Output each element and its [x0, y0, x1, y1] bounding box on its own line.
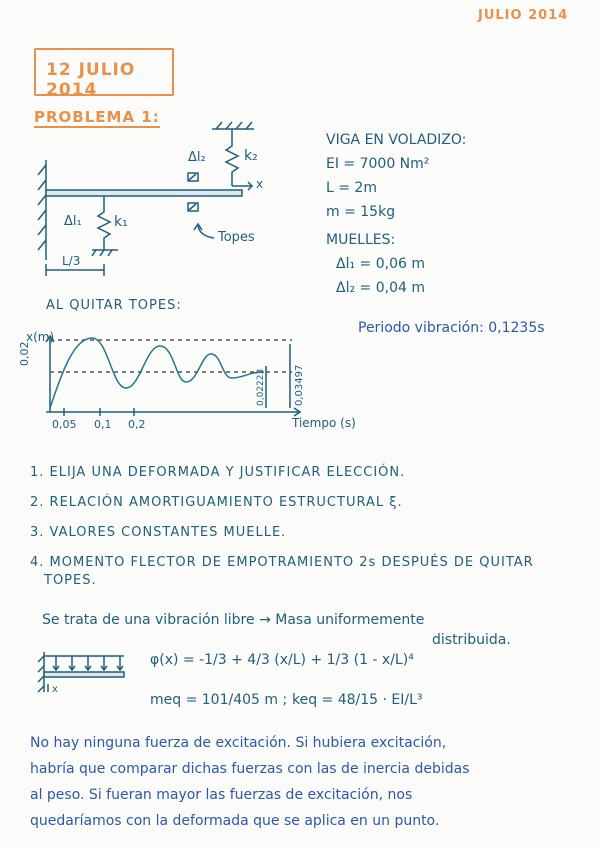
- question-3: 3. VALORES CONSTANTES MUELLE.: [30, 525, 287, 540]
- x-axis-label: x: [256, 177, 264, 191]
- plot-right-label-1: 0,02223: [256, 368, 266, 406]
- specs-heading: VIGA EN VOLADIZO:: [326, 132, 467, 148]
- k2-label: k₂: [244, 148, 258, 164]
- spec-ei: EI = 7000 Nm²: [326, 156, 430, 172]
- keq-formula: keq = 48/15 · EI/L³: [292, 692, 423, 708]
- question-2: 2. RELACIÓN AMORTIGUAMIENTO ESTRUCTURAL ξ.: [30, 495, 403, 510]
- explanation-paragraph: [30, 730, 575, 834]
- plot-x-tick-2: 0,1: [94, 418, 112, 431]
- header-date: JULIO 2014: [478, 8, 569, 23]
- delta2-label: Δl₂: [188, 150, 206, 165]
- spec-dl1: Δl₁ = 0,06 m: [336, 256, 425, 272]
- plot-heading: AL QUITAR TOPES:: [46, 298, 182, 313]
- plot-x-label: Tiempo (s): [292, 416, 356, 430]
- k1-label: k₁: [114, 214, 128, 230]
- spec-mass: m = 15kg: [326, 204, 396, 220]
- plot-y-label: x(m): [26, 330, 55, 344]
- plot-x-tick-3: 0,2: [128, 418, 146, 431]
- plot-y-tick: 0,02: [18, 341, 31, 366]
- explanation-line-4: quedaríamos con la deformada que se aplica en un punto.: [30, 813, 440, 829]
- l3-label: L/3: [62, 254, 81, 268]
- solution-line1b: distribuida.: [432, 632, 511, 648]
- question-4: 4. MOMENTO FLECTOR DE EMPOTRAMIENTO 2s DESPUÉS DE QUITAR TOPES.: [30, 555, 534, 588]
- spec-length: L = 2m: [326, 180, 377, 196]
- date-box-label: 12 JULIO 2014: [46, 60, 136, 100]
- topes-label: Topes: [218, 230, 255, 245]
- question-1: 1. ELIJA UNA DEFORMADA Y JUSTIFICAR ELECCIÓN.: [30, 465, 406, 480]
- problem-title: PROBLEMA 1:: [34, 108, 160, 126]
- explanation-line-1: No hay ninguna fuerza de excitación. Si hubiera excitación,: [30, 735, 447, 751]
- explanation-line-2: habría que comparar dichas fuerzas con las de inercia debidas: [30, 761, 470, 777]
- delta1-label: Δl₁: [64, 214, 82, 229]
- small-x-label: x: [52, 684, 58, 695]
- plot-x-tick-1: 0,05: [52, 418, 77, 431]
- explanation-line-3: al peso. Si fueran mayor las fuerzas de excitación, nos: [30, 787, 413, 803]
- spec-dl2: Δl₂ = 0,04 m: [336, 280, 425, 296]
- solution-line1: Se trata de una vibración libre → Masa uniformemente: [42, 612, 425, 628]
- plot-right-label-2: 0,03497: [294, 364, 305, 406]
- period-label: Periodo vibración: 0,1235s: [358, 320, 545, 336]
- springs-heading: MUELLES:: [326, 232, 396, 248]
- phi-formula: φ(x) = -1/3 + 4/3 (x/L) + 1/3 (1 - x/L)⁴: [150, 652, 414, 668]
- meq-formula: meq = 101/405 m ;: [150, 692, 288, 708]
